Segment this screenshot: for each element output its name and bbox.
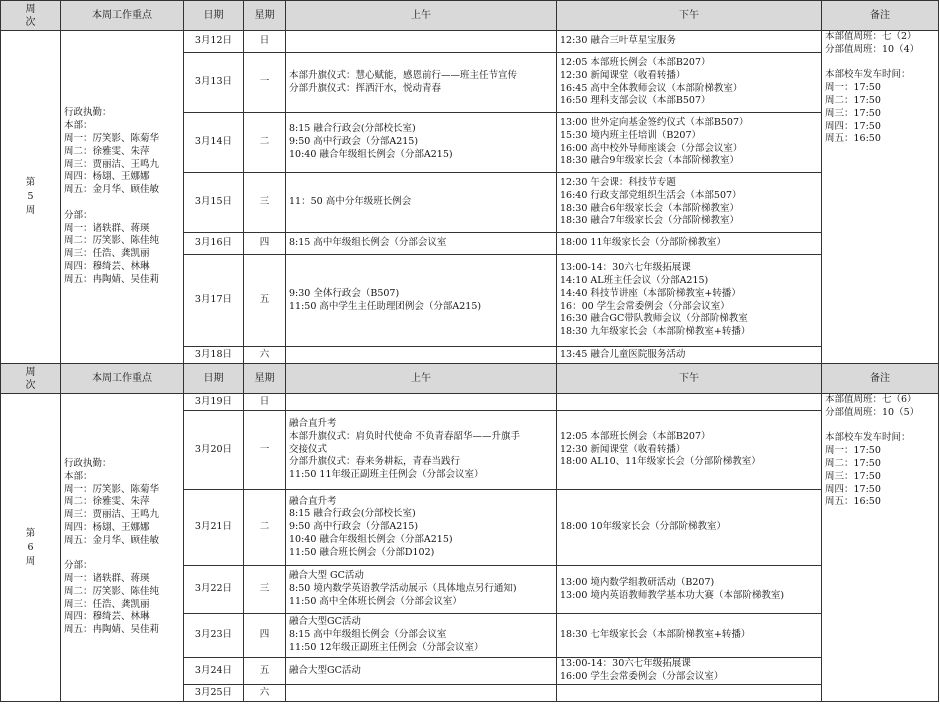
afternoon-event: 16:00 高中校外导师座谈会（分部会议室） [560,142,743,154]
morning-event: 融合直升考 [289,495,337,507]
morning-schedule [286,685,557,702]
afternoon-event: 12:30 融合三叶草星宝服务 [560,35,676,47]
duty-line: 行政执勤： [64,107,112,119]
date-cell: 3月16日 [184,233,244,255]
date-cell: 3月22日 [184,566,244,614]
morning-event: 11:50 融合班长例会（分部D102) [289,546,435,558]
afternoon-schedule [557,173,822,233]
morning-event: 8:15 高中年级组长例会（分部会议室 [289,629,447,641]
duty-line: 周三：任浩、龚凯丽 [64,248,150,260]
afternoon-event: 18:30 融合9年级家长会（本部阶梯教室） [560,155,739,167]
date-cell: 3月25日 [184,685,244,702]
weekday-cell: 四 [244,614,286,658]
duty-line: 周二：徐雅雯、朱萍 [64,145,150,157]
afternoon-schedule [557,233,822,255]
morning-event: 8:15 高中年级组长例会（分部会议室 [289,237,447,249]
day-row [1,394,939,411]
afternoon-event: 16:30 融合GC带队教师会议（分部阶梯教室 [560,313,748,325]
weekday-cell: 五 [244,255,286,347]
note-line: 周一：17:50 [825,82,881,94]
duty-line: 分部： [64,560,93,572]
morning-schedule [286,113,557,173]
afternoon-header: 下午 [557,1,822,31]
afternoon-event: 18:30 九年级家长会（本部阶梯教室+转播） [560,326,751,338]
morning-event: 9:30 全体行政会（B507) [289,287,400,299]
afternoon-event: 18:00 10年级家长会（分部阶梯教室） [560,521,726,533]
morning-event: 11:50 高中学生主任助理团例会（分部A215) [289,300,482,312]
note-line: 周二：17:50 [825,457,881,469]
afternoon-schedule [557,490,822,566]
date-cell: 3月21日 [184,490,244,566]
note-line: 周四：17:50 [825,483,881,495]
note-line [825,420,935,433]
duty-line: 周四：穆绮芸、林琳 [64,260,150,272]
morning-event: 10:40 融合年级组长例会（分部A215) [289,533,453,545]
morning-event: 9:50 高中行政会（分部A215) [289,136,419,148]
morning-schedule [286,614,557,658]
date-cell: 3月17日 [184,255,244,347]
duty-line: 周四：杨翃、王娜娜 [64,521,150,533]
duty-line: 周一：诸轶群、蒋瑛 [64,573,150,585]
afternoon-event: 12:30 新闻课堂（收看转播） [560,443,686,455]
duty-line: 周一：厉笑影、陈菊华 [64,133,160,145]
week-number: 第 6 周 [1,394,61,702]
morning-event: 本部升旗仪式：慧心赋能，感恩前行——班主任节宣传 [289,69,518,81]
date-cell: 3月14日 [184,113,244,173]
afternoon-event: 13:45 融合儿童医院服务活动 [560,348,686,360]
date-cell: 3月15日 [184,173,244,233]
weekday-cell: 二 [244,113,286,173]
afternoon-schedule [557,685,822,702]
afternoon-event: 13:00-14：30六七年级拓展课 [560,262,691,274]
note-line: 周四：17:50 [825,120,881,132]
note-line: 分部值周班：10（4） [825,43,920,55]
duty-roster [61,31,184,364]
date-cell: 3月23日 [184,614,244,658]
weekday-cell: 六 [244,347,286,364]
morning-event: 8:50 境内数学英语教学活动展示（具体地点另行通知) [289,583,517,595]
afternoon-event: 18:00 11年级家长会（分部阶梯教室） [560,237,726,249]
afternoon-event: 12:30 新闻课堂（收看转播） [560,69,686,81]
week-header: 周 次 [1,1,61,31]
note-line: 分部值周班：10（5） [825,406,920,418]
afternoon-event: 16:00 学生会常委例会（分部会议室） [560,671,724,682]
date-cell: 3月18日 [184,347,244,364]
duty-roster [61,394,184,702]
note-line: 周三：17:50 [825,470,881,482]
weekday-cell: 一 [244,411,286,490]
morning-header: 上午 [286,1,557,31]
morning-schedule [286,53,557,113]
week-number: 第 5 周 [1,31,61,364]
weekday-cell: 三 [244,173,286,233]
afternoon-event: 12:30 午会课：科技节专题 [560,176,676,188]
duty-line: 周二：厉笑影、陈佳纯 [64,585,160,597]
morning-schedule [286,233,557,255]
afternoon-event: 12:05 本部班长例会（本部B207） [560,430,711,442]
note-line: 本部校车发车时间： [825,69,911,81]
afternoon-schedule [557,658,822,685]
weekday-cell: 二 [244,490,286,566]
morning-header: 上午 [286,364,557,394]
focus-header: 本周工作重点 [61,364,184,394]
note-line: 周三：17:50 [825,107,881,119]
afternoon-schedule [557,347,822,364]
focus-header: 本周工作重点 [61,1,184,31]
morning-event: 融合大型 GC活动 [289,570,364,582]
afternoon-schedule [557,614,822,658]
weekday-cell: 四 [244,233,286,255]
morning-schedule [286,347,557,364]
header-row [1,364,939,394]
morning-event: 11:50 12年级正副班主任例会（分部会议室） [289,641,484,653]
afternoon-event: 16:40 行政支部党组织生活会（本部507） [560,189,742,201]
note-line: 周一：17:50 [825,445,881,457]
date-header: 日期 [184,364,244,394]
morning-schedule [286,255,557,347]
morning-schedule [286,394,557,411]
morning-event: 交接仪式 [289,443,328,455]
duty-line [64,197,180,210]
duty-line: 本部： [64,120,93,132]
note-line: 周五：16:50 [825,496,881,508]
duty-line: 周五：冉陶婧、吴佳莉 [64,624,160,636]
week-header: 周 次 [1,364,61,394]
note-line: 本部值周班：七（2） [825,31,917,42]
morning-event: 融合大型GC活动 [289,616,361,628]
morning-schedule [286,411,557,490]
afternoon-header: 下午 [557,364,822,394]
afternoon-event: 14:10 AL班主任会议（分部A215) [560,274,709,286]
duty-line: 周四：杨翃、王娜娜 [64,171,150,183]
duty-line: 分部： [64,209,93,221]
date-header: 日期 [184,1,244,31]
note-line: 本部校车发车时间： [825,432,911,444]
afternoon-event: 14:40 科技节讲座（本部阶梯教室+转播） [560,287,741,299]
date-cell: 3月13日 [184,53,244,113]
morning-event: 8:15 融合行政会(分部校长室) [289,508,416,520]
duty-line: 周二：厉笑影、陈佳纯 [64,235,160,247]
afternoon-event: 13:00 世外定向基金签约仪式（本部B507） [560,116,749,128]
duty-line: 本部： [64,470,93,482]
afternoon-event: 13:00 境内英语教师教学基本功大赛（本部阶梯教室) [560,589,785,601]
morning-event: 融合大型GC活动 [289,664,361,676]
header-row [1,1,939,31]
date-cell: 3月12日 [184,31,244,53]
morning-schedule [286,566,557,614]
afternoon-event: 18:30 融合6年级家长会（本部阶梯教室） [560,202,739,214]
morning-event: 8:15 融合行政会(分部校长室) [289,123,416,135]
duty-line: 周四：穆绮芸、林琳 [64,611,150,623]
duty-line: 周五：冉陶婧、吴佳莉 [64,273,160,285]
morning-event: 9:50 高中行政会（分部A215) [289,521,419,533]
afternoon-schedule [557,31,822,53]
weekday-cell: 日 [244,31,286,53]
morning-schedule [286,31,557,53]
afternoon-event: 16:45 高中全体教师会议（本部阶梯教室） [560,82,743,94]
morning-event: 10:40 融合年级组长例会（分部A215) [289,148,453,160]
morning-event: 本部升旗仪式：肩负时代使命 不负青春韶华——升旗手 [289,430,521,442]
notes-header: 备注 [822,1,939,31]
duty-line: 周二：徐雅雯、朱萍 [64,496,150,508]
afternoon-event: 12:05 本部班长例会（本部B207） [560,56,711,68]
afternoon-schedule [557,113,822,173]
weekday-cell: 三 [244,566,286,614]
afternoon-event: 15:30 境内班主任培训（B207） [560,129,702,141]
morning-event: 融合直升考 [289,418,337,429]
duty-line [64,548,180,561]
weekday-cell: 六 [244,685,286,702]
morning-schedule [286,173,557,233]
weekday-cell: 一 [244,53,286,113]
morning-schedule [286,658,557,685]
morning-event: 11:50 高中全体班长例会（分部会议室） [289,595,462,607]
duty-line: 周一：诸轶群、蒋瑛 [64,222,150,234]
afternoon-schedule [557,566,822,614]
duty-line: 周三：任浩、龚凯丽 [64,598,150,610]
morning-event: 分部升旗仪式：挥洒汗水，悦动青春 [289,82,442,94]
note-line: 周五：16:50 [825,133,881,145]
afternoon-schedule [557,411,822,490]
weekday-header: 星期 [244,364,286,394]
afternoon-event: 18:30 七年级家长会（本部阶梯教室+转播） [560,629,751,641]
note-line: 周二：17:50 [825,94,881,106]
afternoon-event: 16:50 理科支部会议（本部B507） [560,95,711,107]
morning-event: 11：50 高中分年级班长例会 [289,196,412,208]
afternoon-event: 16：00 学生会常委例会（分部会议室） [560,300,730,312]
afternoon-schedule [557,255,822,347]
weekday-cell: 五 [244,658,286,685]
afternoon-event: 13:00-14：30六七年级拓展课 [560,658,691,670]
duty-line: 周三：贾丽洁、王鸣九 [64,509,160,521]
duty-line: 行政执勤： [64,457,112,469]
duty-line: 周五：金月华、顾佳敏 [64,534,160,546]
morning-event: 分部升旗仪式：春来务耕耘，青春当践行 [289,456,461,468]
notes-header: 备注 [822,364,939,394]
notes-cell [822,31,939,364]
notes-cell [822,394,939,702]
date-cell: 3月19日 [184,394,244,411]
afternoon-schedule [557,394,822,411]
afternoon-event: 13:00 境内数学组教研活动（B207) [560,576,715,588]
duty-line: 周三：贾丽洁、王鸣九 [64,158,160,170]
morning-schedule [286,490,557,566]
weekday-header: 星期 [244,1,286,31]
weekday-cell: 日 [244,394,286,411]
date-cell: 3月24日 [184,658,244,685]
afternoon-schedule [557,53,822,113]
note-line [825,57,935,70]
date-cell: 3月20日 [184,411,244,490]
duty-line: 周一：厉笑影、陈菊华 [64,483,160,495]
day-row [1,31,939,53]
morning-event: 11:50 11年级正副班主任例会（分部会议室） [289,469,484,481]
note-line: 本部值周班：七（6） [825,394,917,405]
afternoon-event: 18:00 AL10、11年级家长会（分部阶梯教室） [560,456,761,468]
duty-line: 周五：金月华、顾佳敏 [64,184,160,196]
afternoon-event: 18:30 融合7年级家长会（分部阶梯教室） [560,215,739,227]
